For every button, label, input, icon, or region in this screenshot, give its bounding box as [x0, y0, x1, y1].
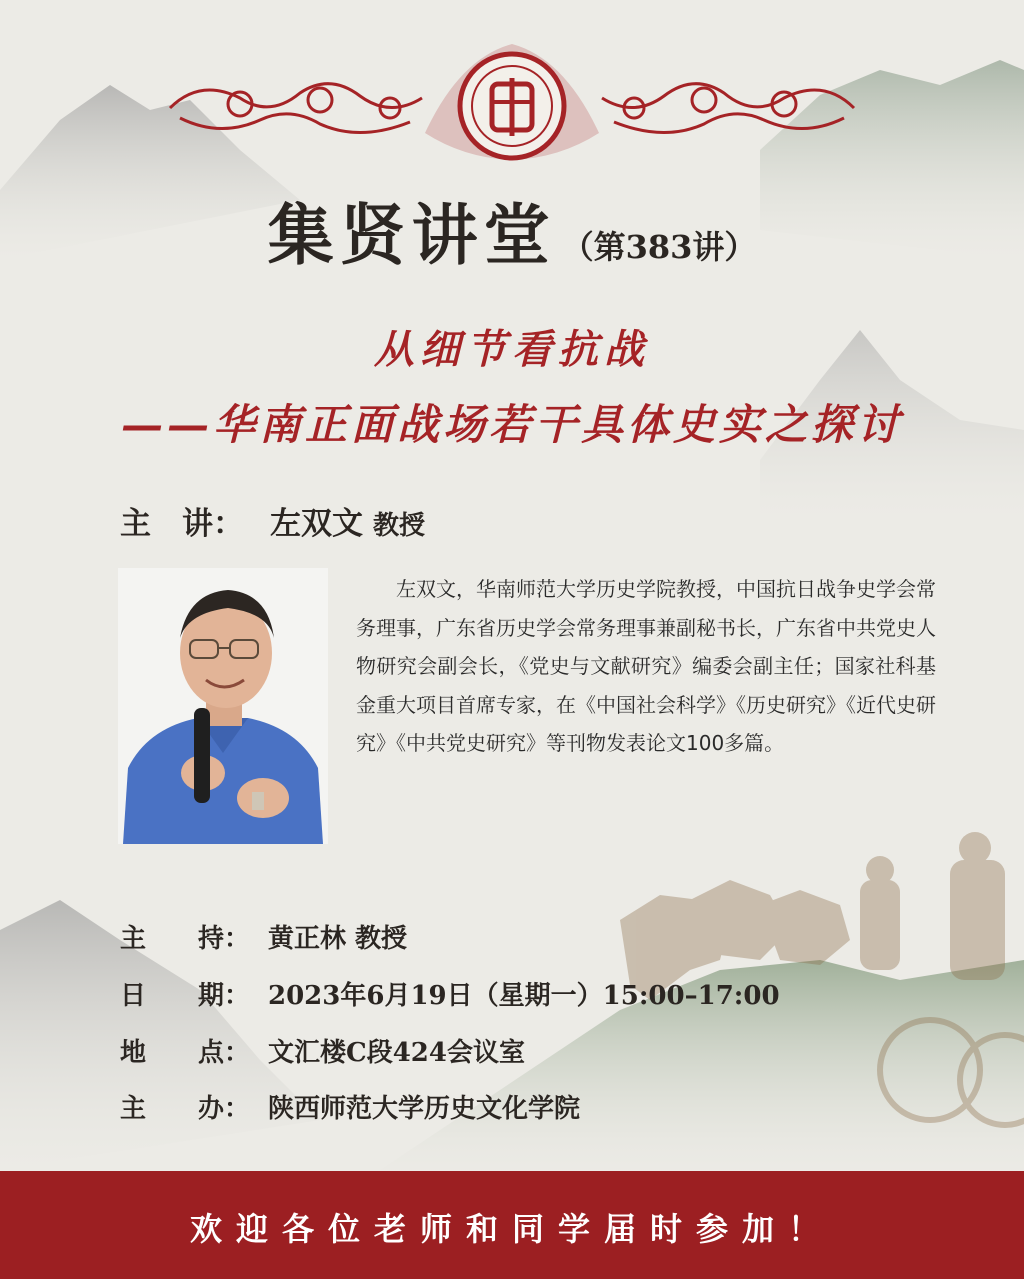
cloud-ornament-icon — [160, 38, 864, 162]
organizer-label: 主 办： — [120, 1094, 251, 1124]
host-label: 主 持： — [120, 924, 251, 954]
date-row — [120, 975, 780, 1012]
organizer-row — [120, 1088, 580, 1125]
speaker-name: 左双文 — [270, 506, 363, 542]
speaker-title: 教授 — [373, 511, 426, 541]
host-row — [120, 918, 407, 955]
welcome-text: 欢迎各位老师和同学届时参加！ — [189, 1210, 834, 1248]
title-row — [0, 182, 1024, 277]
date-value: 2023年6月19日（星期一）15:00–17:00 — [268, 981, 780, 1011]
host-value: 黄正林 教授 — [268, 924, 408, 954]
place-row — [120, 1032, 525, 1069]
organizer-value: 陕西师范大学历史文化学院 — [268, 1094, 581, 1124]
episode-number: （第383讲） — [561, 228, 757, 266]
speaker-bio: 左双文，华南师范大学历史学院教授，中国抗日战争史学会常务理事，广东省历史学会常务理事兼副秘书长，广东省中共党史人物研究会副会长，《党史与文献研究》编委会副主任；国家社科基金重大项目首席专家，在《中国社会科学》《历史研究》《近代史研究》《中共党史研究》等刊物发表论文100多篇。 — [356, 577, 936, 755]
place-label: 地 点： — [120, 1038, 251, 1068]
speaker-photo — [118, 568, 328, 844]
speaker-label: 主 讲： — [120, 506, 244, 542]
topic-title: 从细节看抗战 — [374, 326, 650, 373]
page-title: 集贤讲堂 — [267, 196, 556, 274]
place-value: 文汇楼C段424会议室 — [268, 1038, 525, 1068]
topic-subtitle: ——华南正面战场若干具体史实之探讨 — [120, 400, 903, 449]
date-label: 日 期： — [120, 981, 251, 1011]
speaker-line — [120, 498, 425, 543]
seal-emblem-icon — [460, 54, 564, 158]
